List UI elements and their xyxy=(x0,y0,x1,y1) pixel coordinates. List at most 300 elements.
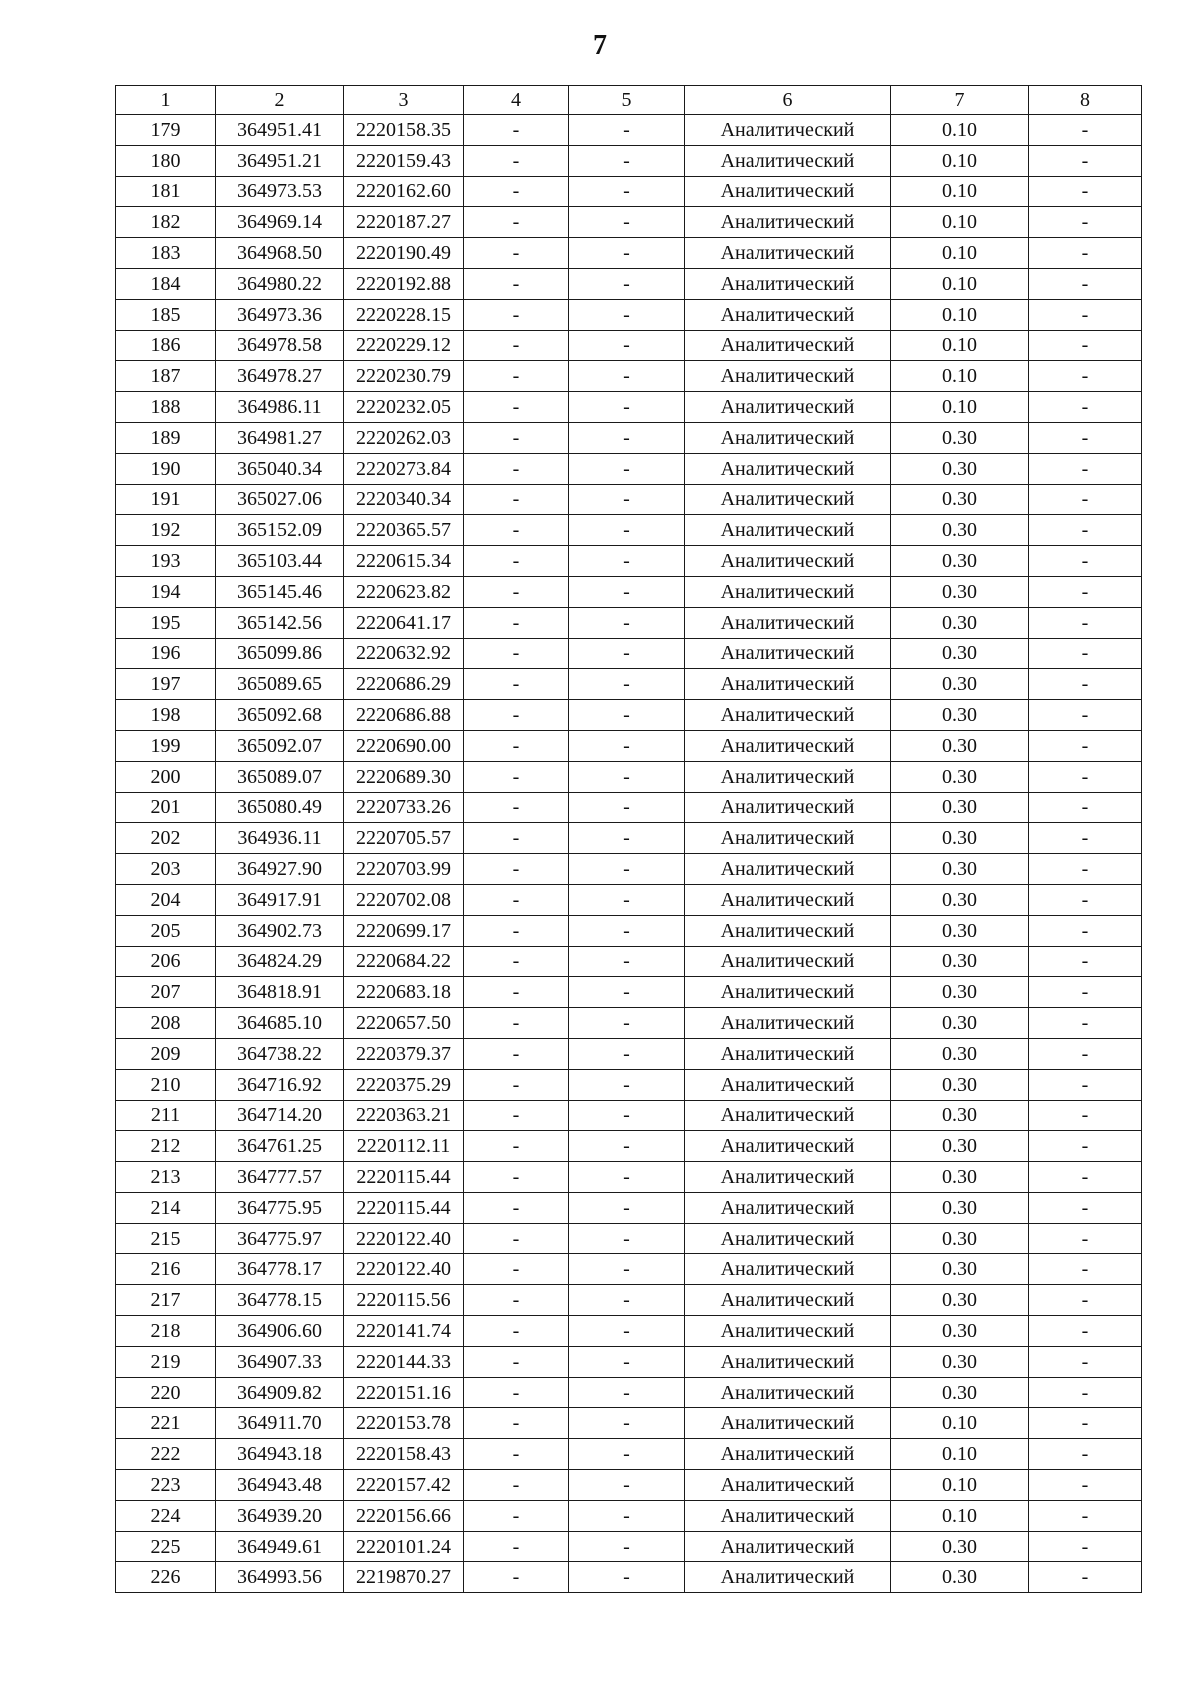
table-row xyxy=(116,823,1142,854)
cell-point-number: 210 xyxy=(116,1069,216,1100)
cell-col-8-value: - xyxy=(1029,115,1142,146)
cell-accuracy: 0.10 xyxy=(891,1439,1029,1470)
table-row xyxy=(116,1285,1142,1316)
cell-col-5-value: - xyxy=(569,1285,685,1316)
table-body xyxy=(116,115,1142,1593)
cell-coord-x: 365152.09 xyxy=(216,515,344,546)
cell-col-5-value: - xyxy=(569,392,685,423)
cell-coord-x: 364949.61 xyxy=(216,1531,344,1562)
cell-col-5-value: - xyxy=(569,1192,685,1223)
cell-col-5-value: - xyxy=(569,1470,685,1501)
cell-coord-y: 2220122.40 xyxy=(344,1223,464,1254)
table-row xyxy=(116,207,1142,238)
cell-accuracy: 0.30 xyxy=(891,1254,1029,1285)
cell-method: Аналитический xyxy=(685,392,891,423)
cell-method: Аналитический xyxy=(685,576,891,607)
cell-point-number: 199 xyxy=(116,730,216,761)
cell-col-4-value: - xyxy=(464,854,569,885)
cell-col-8-value: - xyxy=(1029,1069,1142,1100)
cell-coord-x: 364917.91 xyxy=(216,884,344,915)
cell-method: Аналитический xyxy=(685,761,891,792)
cell-col-4-value: - xyxy=(464,1408,569,1439)
cell-point-number: 211 xyxy=(116,1100,216,1131)
cell-col-8-value: - xyxy=(1029,1531,1142,1562)
cell-col-4-value: - xyxy=(464,145,569,176)
cell-coord-y: 2220232.05 xyxy=(344,392,464,423)
cell-method: Аналитический xyxy=(685,115,891,146)
cell-col-8-value: - xyxy=(1029,176,1142,207)
cell-method: Аналитический xyxy=(685,1038,891,1069)
cell-accuracy: 0.30 xyxy=(891,1131,1029,1162)
cell-coord-y: 2220686.88 xyxy=(344,700,464,731)
cell-accuracy: 0.30 xyxy=(891,669,1029,700)
cell-point-number: 213 xyxy=(116,1162,216,1193)
header-cell-8: 8 xyxy=(1029,86,1142,115)
table-row xyxy=(116,238,1142,269)
cell-col-5-value: - xyxy=(569,576,685,607)
cell-coord-y: 2220156.66 xyxy=(344,1500,464,1531)
cell-col-5-value: - xyxy=(569,546,685,577)
cell-col-4-value: - xyxy=(464,792,569,823)
cell-method: Аналитический xyxy=(685,330,891,361)
cell-col-8-value: - xyxy=(1029,1131,1142,1162)
table-row xyxy=(116,1408,1142,1439)
cell-col-5-value: - xyxy=(569,638,685,669)
cell-col-4-value: - xyxy=(464,730,569,761)
table-row xyxy=(116,946,1142,977)
cell-col-4-value: - xyxy=(464,1562,569,1593)
cell-point-number: 181 xyxy=(116,176,216,207)
cell-accuracy: 0.10 xyxy=(891,268,1029,299)
cell-accuracy: 0.30 xyxy=(891,946,1029,977)
cell-col-5-value: - xyxy=(569,977,685,1008)
cell-accuracy: 0.30 xyxy=(891,854,1029,885)
cell-coord-y: 2220702.08 xyxy=(344,884,464,915)
cell-coord-y: 2220733.26 xyxy=(344,792,464,823)
cell-coord-x: 364907.33 xyxy=(216,1346,344,1377)
cell-col-5-value: - xyxy=(569,884,685,915)
cell-method: Аналитический xyxy=(685,1316,891,1347)
cell-col-5-value: - xyxy=(569,1131,685,1162)
cell-accuracy: 0.30 xyxy=(891,546,1029,577)
cell-coord-y: 2220340.34 xyxy=(344,484,464,515)
cell-point-number: 197 xyxy=(116,669,216,700)
cell-coord-x: 364986.11 xyxy=(216,392,344,423)
cell-method: Аналитический xyxy=(685,638,891,669)
table-row xyxy=(116,484,1142,515)
cell-col-8-value: - xyxy=(1029,1223,1142,1254)
cell-col-5-value: - xyxy=(569,823,685,854)
cell-coord-x: 365145.46 xyxy=(216,576,344,607)
table-row xyxy=(116,761,1142,792)
cell-point-number: 222 xyxy=(116,1439,216,1470)
cell-col-8-value: - xyxy=(1029,238,1142,269)
cell-coord-y: 2220262.03 xyxy=(344,422,464,453)
cell-method: Аналитический xyxy=(685,1408,891,1439)
cell-method: Аналитический xyxy=(685,1562,891,1593)
cell-col-4-value: - xyxy=(464,1131,569,1162)
cell-col-4-value: - xyxy=(464,761,569,792)
cell-col-5-value: - xyxy=(569,730,685,761)
cell-accuracy: 0.30 xyxy=(891,1531,1029,1562)
cell-coord-y: 2220657.50 xyxy=(344,1008,464,1039)
cell-coord-y: 2220703.99 xyxy=(344,854,464,885)
table-row xyxy=(116,669,1142,700)
cell-col-5-value: - xyxy=(569,761,685,792)
cell-col-5-value: - xyxy=(569,484,685,515)
cell-col-5-value: - xyxy=(569,330,685,361)
cell-col-5-value: - xyxy=(569,299,685,330)
cell-accuracy: 0.30 xyxy=(891,453,1029,484)
cell-coord-x: 365142.56 xyxy=(216,607,344,638)
cell-accuracy: 0.30 xyxy=(891,700,1029,731)
coordinates-table xyxy=(115,85,1142,1593)
cell-col-5-value: - xyxy=(569,238,685,269)
cell-col-5-value: - xyxy=(569,1316,685,1347)
cell-col-4-value: - xyxy=(464,823,569,854)
cell-col-8-value: - xyxy=(1029,638,1142,669)
cell-col-4-value: - xyxy=(464,392,569,423)
cell-col-5-value: - xyxy=(569,1223,685,1254)
cell-point-number: 208 xyxy=(116,1008,216,1039)
cell-method: Аналитический xyxy=(685,1500,891,1531)
cell-accuracy: 0.30 xyxy=(891,823,1029,854)
cell-coord-x: 364939.20 xyxy=(216,1500,344,1531)
cell-col-8-value: - xyxy=(1029,145,1142,176)
table-row xyxy=(116,1100,1142,1131)
cell-coord-y: 2220690.00 xyxy=(344,730,464,761)
cell-coord-x: 364951.41 xyxy=(216,115,344,146)
table-row xyxy=(116,854,1142,885)
cell-coord-x: 364818.91 xyxy=(216,977,344,1008)
cell-method: Аналитический xyxy=(685,546,891,577)
cell-method: Аналитический xyxy=(685,1223,891,1254)
header-cell-7: 7 xyxy=(891,86,1029,115)
cell-point-number: 224 xyxy=(116,1500,216,1531)
cell-col-4-value: - xyxy=(464,669,569,700)
cell-coord-y: 2220615.34 xyxy=(344,546,464,577)
table-row xyxy=(116,1377,1142,1408)
cell-coord-y: 2220144.33 xyxy=(344,1346,464,1377)
cell-accuracy: 0.30 xyxy=(891,915,1029,946)
cell-col-4-value: - xyxy=(464,1377,569,1408)
cell-col-8-value: - xyxy=(1029,761,1142,792)
cell-point-number: 221 xyxy=(116,1408,216,1439)
header-cell-1: 1 xyxy=(116,86,216,115)
cell-col-4-value: - xyxy=(464,884,569,915)
cell-coord-y: 2220230.79 xyxy=(344,361,464,392)
cell-col-5-value: - xyxy=(569,792,685,823)
cell-col-4-value: - xyxy=(464,546,569,577)
cell-coord-y: 2220112.11 xyxy=(344,1131,464,1162)
cell-coord-y: 2220153.78 xyxy=(344,1408,464,1439)
cell-col-8-value: - xyxy=(1029,915,1142,946)
cell-col-5-value: - xyxy=(569,1439,685,1470)
cell-method: Аналитический xyxy=(685,1008,891,1039)
cell-point-number: 183 xyxy=(116,238,216,269)
cell-coord-x: 364936.11 xyxy=(216,823,344,854)
cell-col-4-value: - xyxy=(464,1100,569,1131)
cell-method: Аналитический xyxy=(685,946,891,977)
cell-coord-y: 2220115.44 xyxy=(344,1162,464,1193)
table-row xyxy=(116,638,1142,669)
cell-point-number: 201 xyxy=(116,792,216,823)
table-row xyxy=(116,1254,1142,1285)
cell-col-8-value: - xyxy=(1029,484,1142,515)
cell-accuracy: 0.10 xyxy=(891,238,1029,269)
cell-coord-x: 364968.50 xyxy=(216,238,344,269)
cell-coord-x: 365089.65 xyxy=(216,669,344,700)
cell-col-4-value: - xyxy=(464,1500,569,1531)
cell-accuracy: 0.10 xyxy=(891,145,1029,176)
cell-coord-x: 364738.22 xyxy=(216,1038,344,1069)
cell-method: Аналитический xyxy=(685,884,891,915)
table-row xyxy=(116,299,1142,330)
cell-point-number: 198 xyxy=(116,700,216,731)
cell-method: Аналитический xyxy=(685,145,891,176)
cell-coord-y: 2220683.18 xyxy=(344,977,464,1008)
cell-coord-x: 364978.27 xyxy=(216,361,344,392)
cell-col-5-value: - xyxy=(569,1408,685,1439)
cell-accuracy: 0.10 xyxy=(891,115,1029,146)
cell-col-8-value: - xyxy=(1029,1008,1142,1039)
cell-col-5-value: - xyxy=(569,145,685,176)
table-row xyxy=(116,792,1142,823)
cell-method: Аналитический xyxy=(685,1531,891,1562)
cell-method: Аналитический xyxy=(685,268,891,299)
cell-method: Аналитический xyxy=(685,1439,891,1470)
cell-coord-x: 364909.82 xyxy=(216,1377,344,1408)
cell-coord-x: 365092.07 xyxy=(216,730,344,761)
table-row xyxy=(116,145,1142,176)
cell-method: Аналитический xyxy=(685,792,891,823)
cell-col-4-value: - xyxy=(464,1038,569,1069)
cell-coord-x: 365099.86 xyxy=(216,638,344,669)
cell-coord-x: 364951.21 xyxy=(216,145,344,176)
cell-col-8-value: - xyxy=(1029,792,1142,823)
header-cell-5: 5 xyxy=(569,86,685,115)
cell-col-8-value: - xyxy=(1029,1500,1142,1531)
cell-point-number: 202 xyxy=(116,823,216,854)
cell-coord-y: 2219870.27 xyxy=(344,1562,464,1593)
table-row xyxy=(116,115,1142,146)
cell-col-8-value: - xyxy=(1029,823,1142,854)
table-row xyxy=(116,607,1142,638)
cell-method: Аналитический xyxy=(685,854,891,885)
cell-coord-y: 2220689.30 xyxy=(344,761,464,792)
cell-coord-x: 364973.53 xyxy=(216,176,344,207)
cell-col-4-value: - xyxy=(464,1316,569,1347)
cell-col-8-value: - xyxy=(1029,1316,1142,1347)
cell-coord-y: 2220684.22 xyxy=(344,946,464,977)
cell-point-number: 190 xyxy=(116,453,216,484)
cell-method: Аналитический xyxy=(685,299,891,330)
table-row xyxy=(116,700,1142,731)
cell-point-number: 215 xyxy=(116,1223,216,1254)
cell-col-8-value: - xyxy=(1029,1408,1142,1439)
cell-col-8-value: - xyxy=(1029,453,1142,484)
table-row xyxy=(116,1131,1142,1162)
cell-col-5-value: - xyxy=(569,1038,685,1069)
cell-coord-y: 2220228.15 xyxy=(344,299,464,330)
cell-col-8-value: - xyxy=(1029,946,1142,977)
cell-col-8-value: - xyxy=(1029,422,1142,453)
table-row xyxy=(116,1162,1142,1193)
cell-col-8-value: - xyxy=(1029,1285,1142,1316)
cell-coord-y: 2220699.17 xyxy=(344,915,464,946)
cell-accuracy: 0.30 xyxy=(891,1008,1029,1039)
table-row xyxy=(116,361,1142,392)
cell-col-4-value: - xyxy=(464,946,569,977)
cell-point-number: 191 xyxy=(116,484,216,515)
cell-coord-y: 2220632.92 xyxy=(344,638,464,669)
cell-point-number: 179 xyxy=(116,115,216,146)
cell-col-8-value: - xyxy=(1029,576,1142,607)
cell-col-8-value: - xyxy=(1029,607,1142,638)
cell-accuracy: 0.10 xyxy=(891,1408,1029,1439)
cell-coord-y: 2220122.40 xyxy=(344,1254,464,1285)
cell-col-8-value: - xyxy=(1029,515,1142,546)
table-row xyxy=(116,268,1142,299)
table-row xyxy=(116,730,1142,761)
cell-col-5-value: - xyxy=(569,1562,685,1593)
cell-method: Аналитический xyxy=(685,238,891,269)
cell-accuracy: 0.30 xyxy=(891,1038,1029,1069)
cell-method: Аналитический xyxy=(685,1131,891,1162)
header-row xyxy=(116,86,1142,115)
cell-col-4-value: - xyxy=(464,1162,569,1193)
cell-col-5-value: - xyxy=(569,1500,685,1531)
cell-col-5-value: - xyxy=(569,1346,685,1377)
cell-point-number: 204 xyxy=(116,884,216,915)
cell-accuracy: 0.30 xyxy=(891,422,1029,453)
cell-point-number: 212 xyxy=(116,1131,216,1162)
cell-point-number: 186 xyxy=(116,330,216,361)
cell-accuracy: 0.10 xyxy=(891,299,1029,330)
cell-coord-x: 365103.44 xyxy=(216,546,344,577)
cell-method: Аналитический xyxy=(685,607,891,638)
cell-col-5-value: - xyxy=(569,1254,685,1285)
cell-method: Аналитический xyxy=(685,669,891,700)
cell-point-number: 225 xyxy=(116,1531,216,1562)
cell-col-5-value: - xyxy=(569,361,685,392)
cell-coord-y: 2220705.57 xyxy=(344,823,464,854)
cell-method: Аналитический xyxy=(685,422,891,453)
page-number: 7 xyxy=(593,30,607,61)
cell-method: Аналитический xyxy=(685,1162,891,1193)
cell-accuracy: 0.30 xyxy=(891,761,1029,792)
cell-col-8-value: - xyxy=(1029,268,1142,299)
cell-point-number: 205 xyxy=(116,915,216,946)
cell-point-number: 182 xyxy=(116,207,216,238)
cell-point-number: 200 xyxy=(116,761,216,792)
table-row xyxy=(116,1500,1142,1531)
cell-coord-x: 364775.97 xyxy=(216,1223,344,1254)
cell-coord-y: 2220379.37 xyxy=(344,1038,464,1069)
cell-col-8-value: - xyxy=(1029,1192,1142,1223)
cell-method: Аналитический xyxy=(685,1254,891,1285)
cell-coord-x: 364973.36 xyxy=(216,299,344,330)
cell-col-4-value: - xyxy=(464,1223,569,1254)
cell-col-4-value: - xyxy=(464,1008,569,1039)
cell-col-4-value: - xyxy=(464,1254,569,1285)
cell-method: Аналитический xyxy=(685,1069,891,1100)
cell-col-5-value: - xyxy=(569,1069,685,1100)
cell-coord-y: 2220141.74 xyxy=(344,1316,464,1347)
cell-point-number: 223 xyxy=(116,1470,216,1501)
cell-coord-x: 364775.95 xyxy=(216,1192,344,1223)
cell-method: Аналитический xyxy=(685,1377,891,1408)
cell-col-8-value: - xyxy=(1029,1162,1142,1193)
cell-coord-x: 364981.27 xyxy=(216,422,344,453)
cell-coord-y: 2220365.57 xyxy=(344,515,464,546)
cell-col-4-value: - xyxy=(464,700,569,731)
cell-col-5-value: - xyxy=(569,422,685,453)
cell-coord-x: 364761.25 xyxy=(216,1131,344,1162)
cell-coord-y: 2220158.35 xyxy=(344,115,464,146)
cell-point-number: 220 xyxy=(116,1377,216,1408)
cell-coord-x: 364943.48 xyxy=(216,1470,344,1501)
cell-accuracy: 0.30 xyxy=(891,1192,1029,1223)
cell-col-4-value: - xyxy=(464,238,569,269)
table-row xyxy=(116,576,1142,607)
cell-accuracy: 0.30 xyxy=(891,884,1029,915)
cell-accuracy: 0.30 xyxy=(891,1346,1029,1377)
cell-col-8-value: - xyxy=(1029,669,1142,700)
cell-coord-x: 364824.29 xyxy=(216,946,344,977)
cell-accuracy: 0.30 xyxy=(891,1562,1029,1593)
cell-coord-y: 2220363.21 xyxy=(344,1100,464,1131)
cell-coord-x: 364993.56 xyxy=(216,1562,344,1593)
cell-coord-y: 2220101.24 xyxy=(344,1531,464,1562)
cell-col-5-value: - xyxy=(569,946,685,977)
cell-coord-x: 364927.90 xyxy=(216,854,344,885)
table-row xyxy=(116,1192,1142,1223)
cell-col-5-value: - xyxy=(569,268,685,299)
cell-col-5-value: - xyxy=(569,1162,685,1193)
cell-col-8-value: - xyxy=(1029,1038,1142,1069)
cell-col-8-value: - xyxy=(1029,730,1142,761)
cell-point-number: 226 xyxy=(116,1562,216,1593)
cell-accuracy: 0.30 xyxy=(891,730,1029,761)
cell-col-8-value: - xyxy=(1029,330,1142,361)
cell-method: Аналитический xyxy=(685,1285,891,1316)
cell-method: Аналитический xyxy=(685,1346,891,1377)
cell-point-number: 206 xyxy=(116,946,216,977)
cell-accuracy: 0.30 xyxy=(891,576,1029,607)
table-row xyxy=(116,1470,1142,1501)
cell-col-4-value: - xyxy=(464,1346,569,1377)
cell-col-5-value: - xyxy=(569,669,685,700)
cell-col-4-value: - xyxy=(464,515,569,546)
cell-point-number: 207 xyxy=(116,977,216,1008)
cell-accuracy: 0.10 xyxy=(891,392,1029,423)
cell-coord-x: 365080.49 xyxy=(216,792,344,823)
cell-point-number: 196 xyxy=(116,638,216,669)
cell-col-5-value: - xyxy=(569,515,685,546)
cell-col-8-value: - xyxy=(1029,1100,1142,1131)
cell-method: Аналитический xyxy=(685,1192,891,1223)
cell-coord-x: 365040.34 xyxy=(216,453,344,484)
cell-col-4-value: - xyxy=(464,638,569,669)
cell-accuracy: 0.30 xyxy=(891,484,1029,515)
cell-point-number: 184 xyxy=(116,268,216,299)
cell-accuracy: 0.10 xyxy=(891,1500,1029,1531)
cell-col-8-value: - xyxy=(1029,884,1142,915)
cell-method: Аналитический xyxy=(685,515,891,546)
cell-point-number: 180 xyxy=(116,145,216,176)
cell-coord-x: 365027.06 xyxy=(216,484,344,515)
